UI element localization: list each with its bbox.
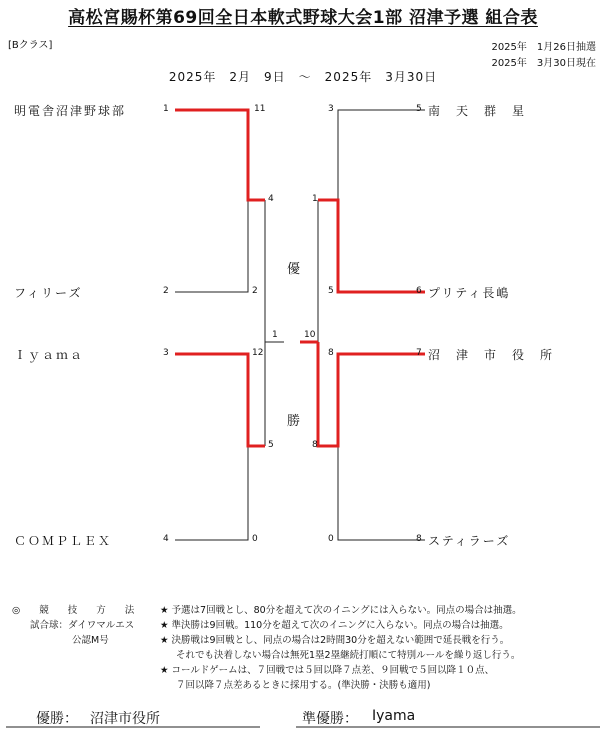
right-team-2-name: プリティ長嶋 <box>428 286 511 300</box>
rules-line-2: ★ 準決勝は9回戦。110分を超えて次のイニングに入らない。同点の場合は抽選。 <box>160 620 509 631</box>
left-team-4-score: 0 <box>252 534 258 544</box>
rules-ball: 試合球：ダイワマルエス <box>30 620 135 631</box>
winner-line <box>318 342 425 446</box>
bracket-line <box>175 446 248 540</box>
left-semi-top-score: 4 <box>268 194 274 204</box>
right-team-3-seed: 7 <box>416 348 422 358</box>
left-team-3-name: Ｉｙａｍａ <box>14 348 85 362</box>
champion-vertical-2: 勝 <box>287 414 301 429</box>
left-team-1-score: 11 <box>254 104 266 114</box>
right-team-3-name: 沼 津 市 役 所 <box>428 348 555 362</box>
draw-date: 2025年 1月26日抽選 <box>491 42 596 53</box>
winner-line <box>175 110 265 200</box>
champion-label: 優勝： <box>36 711 78 727</box>
champion-name: 沼津市役所 <box>90 711 160 727</box>
final-right-score: 10 <box>304 330 316 340</box>
final-left-score: 1 <box>272 330 278 340</box>
bracket-line <box>338 110 425 200</box>
winner-line <box>175 354 265 446</box>
right-team-1-name: 南 天 群 星 <box>428 104 527 118</box>
left-semi-bottom-score: 5 <box>268 440 274 450</box>
runner-up-name: Iyama <box>372 708 416 724</box>
rules-line-5: ★ コールドゲームは、７回戦では５回以降７点差、９回戦で５回以降１０点、 <box>160 665 495 676</box>
winner-line <box>318 200 425 292</box>
rules-line-3: ★ 決勝戦は9回戦とし、同点の場合は2時間30分を超えない範囲で延長戦を行う。 <box>160 635 510 646</box>
rules-line-4: それでも決着しない場合は無死1塁2塁継続打順にて特別ルールを繰り返し行う。 <box>176 650 521 661</box>
runner-up-label: 準優勝： <box>302 711 358 727</box>
left-team-4-name: ＣＯＭＰＬＥＸ <box>14 534 113 548</box>
right-team-4-seed: 8 <box>416 534 422 544</box>
left-team-4-seed: 4 <box>163 534 169 544</box>
rules-ball-type: 公認M号 <box>72 635 109 646</box>
left-team-1-name: 明電舎沼津野球部 <box>14 104 127 118</box>
class-label: [Bクラス] <box>8 40 53 51</box>
left-team-2-name: フィリーズ <box>14 286 83 300</box>
left-team-3-score: 12 <box>252 348 264 358</box>
page-title: 高松宮賜杯第69回全日本軟式野球大会1部 沼津予選 組合表 <box>68 8 538 28</box>
bracket-line <box>175 200 248 292</box>
right-team-4-score: 0 <box>328 534 334 544</box>
period: 2025年 2月 9日 ～ 2025年 3月30日 <box>168 70 438 84</box>
champion-vertical-1: 優 <box>287 262 301 277</box>
right-team-2-seed: 6 <box>416 286 422 296</box>
left-team-3-seed: 3 <box>163 348 169 358</box>
rules-line-6: ７回以降７点差あるときに採用する。(準決勝・決勝も適用) <box>176 680 431 691</box>
right-team-3-score: 8 <box>328 348 334 358</box>
right-semi-top-score: 1 <box>312 194 318 204</box>
left-team-2-score: 2 <box>252 286 258 296</box>
left-team-1-seed: 1 <box>163 104 169 114</box>
right-team-1-score: 3 <box>328 104 334 114</box>
right-team-1-seed: 5 <box>416 104 422 114</box>
rules-heading: ◎ 競 技 方 法 <box>12 605 135 616</box>
right-semi-bottom-score: 8 <box>312 440 318 450</box>
right-team-2-score: 5 <box>328 286 334 296</box>
left-team-2-seed: 2 <box>163 286 169 296</box>
right-team-4-name: スティラーズ <box>428 534 511 548</box>
current-date: 2025年 3月30日現在 <box>491 58 596 69</box>
bracket-line <box>338 446 425 540</box>
rules-line-1: ★ 予選は7回戦とし、80分を超えて次のイニングには入らない。同点の場合は抽選。 <box>160 605 522 616</box>
